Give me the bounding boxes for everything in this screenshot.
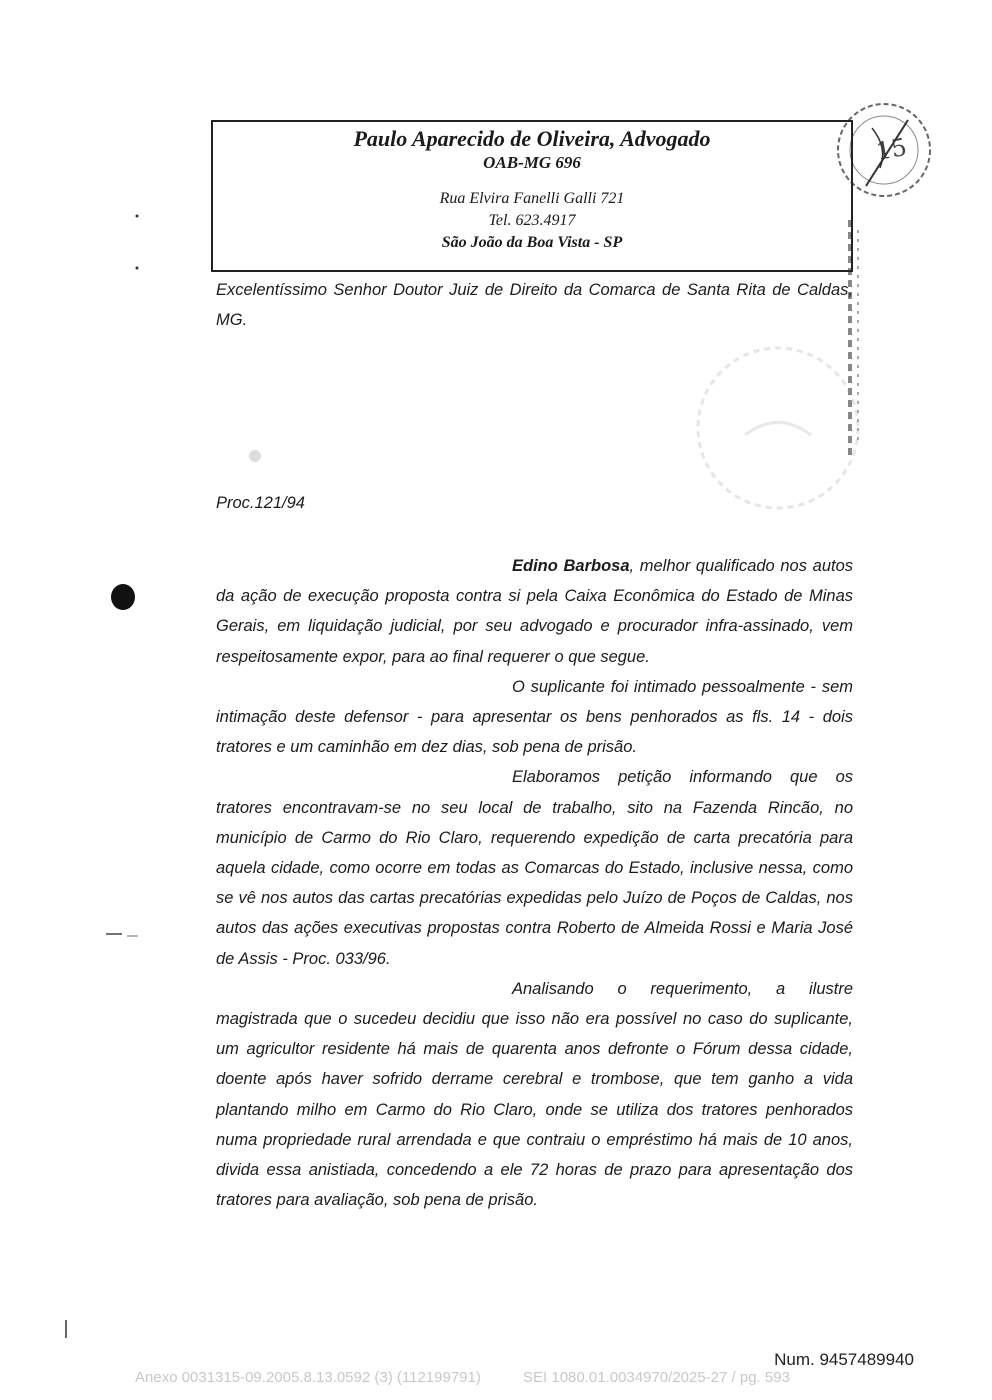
street-address: Rua Elvira Fanelli Galli 721 — [439, 190, 625, 207]
stamp-page-number: 15 — [873, 132, 909, 166]
faint-smudge — [249, 450, 261, 462]
annex-reference: Anexo 0031315-09.2005.8.13.0592 (3) (112199791) — [135, 1369, 481, 1386]
city: São João da Boa Vista - SP — [441, 234, 623, 251]
lawyer-name: Paulo Aparecido de Oliveira, Advogado — [353, 126, 711, 151]
scan-dot — [136, 267, 139, 270]
letterhead — [211, 120, 853, 272]
telephone: Tel. 623.4917 — [488, 212, 576, 229]
party-name: Edino Barbosa — [512, 557, 630, 575]
paragraph-2: O suplicante foi intimado pessoalmente - sem intimação deste defensor - para apresentar os bens penhorados as fls. 14 - dois tratores e um caminhão em dez dias, sob pena de prisão. — [216, 677, 853, 757]
paragraph-1 — [216, 551, 853, 672]
paragraph-4: Analisando o requerimento, a ilustre magistrada que o sucedeu decidiu que isso não era possível no caso do suplicante, um agricultor residente há mais de quarenta anos defronte o Fórum dessa cidade, doente após haver sofrido derrame cerebral e trombose, que tem ganho a vida plantando milho em Carmo do Rio Claro, onde se utiliza dos tratores penhorados numa propriedade rural arrendada e que contraiu o empréstimo há mais de 10 anos, divida essa anistiada, concedendo a ele 72 horas de prazo para apresentação dos tratores para avaliação, sob pena de prisão. — [216, 979, 853, 1210]
scan-dot — [136, 215, 139, 218]
sei-reference: SEI 1080.01.0034970/2025-27 / pg. 593 — [523, 1369, 790, 1386]
addressee: Excelentíssimo Senhor Doutor Juiz de Direito da Comarca de Santa Rita de Caldas, MG. — [216, 281, 853, 330]
footer-watermark — [135, 1369, 915, 1386]
paragraph-3: Elaboramos petição informando que os tratores encontravam-se no seu local de trabalho, sito na Fazenda Rincão, no município de Carmo do Rio Claro, requerendo expedição de carta precatória para aquela cidade, como ocorre em todas as Comarcas do Estado, inclusive nessa, como se vê nos autos das cartas precatórias expedidas pelo Juízo de Poços de Caldas, nos autos das ações executivas propostas contra Roberto de Almeida Rossi e Maria José de Assis - Proc. 033/96. — [216, 768, 853, 968]
oab-number: OAB-MG 696 — [483, 153, 581, 172]
document-number: Num. 9457489940 — [774, 1350, 914, 1369]
petition-body — [216, 551, 853, 1215]
faint-seal — [690, 340, 865, 515]
process-number: Proc.121/94 — [216, 494, 305, 512]
ink-blot — [111, 584, 135, 610]
paragraph-1-text: , melhor qualificado nos autos da ação de execução proposta contra si pela Caixa Econômica do Estado de Minas Gerais, em liquidação judicial, por seu advogado e procurador infra-assinado, vem respeitosamente expor, para ao final requerer o que segue. — [216, 557, 854, 666]
